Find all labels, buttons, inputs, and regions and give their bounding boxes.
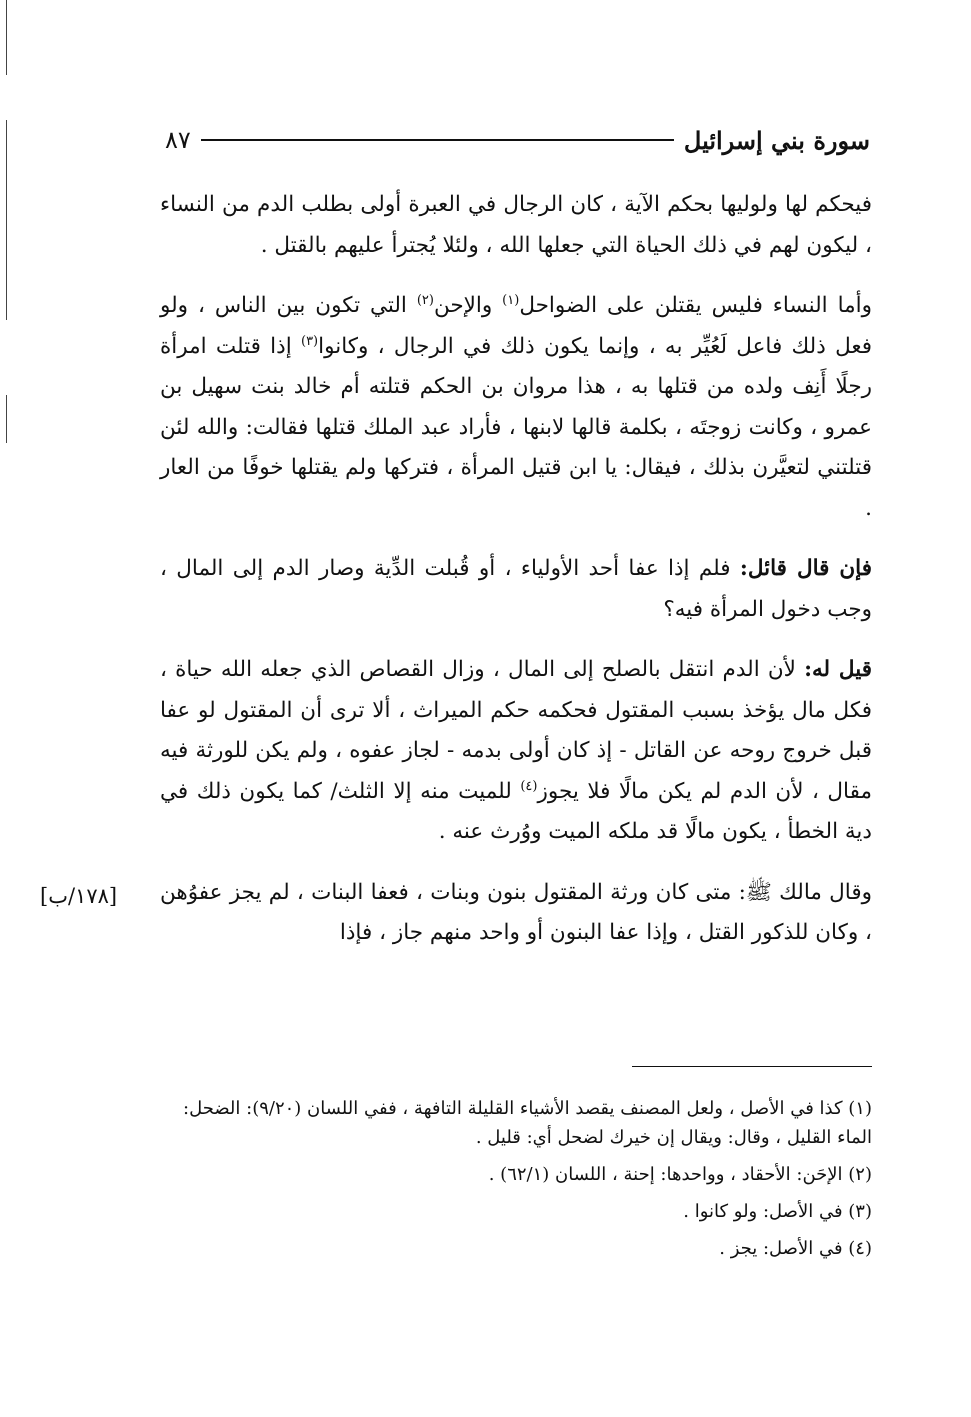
paragraph-1 [160,185,872,266]
left-margin-line-low [6,395,7,443]
page-number: ٨٧ [165,126,191,154]
paragraph-3 [160,549,872,630]
left-margin-line-top [6,0,7,75]
footnote-marker-3[interactable]: (٣) [300,333,319,349]
paragraph-text: للميت منه إلا الثلث/ كما يكون ذلك في دية الخطأ ، يكون مالًا قد ملكه الميت ووُرث عنه . [160,778,872,844]
running-title: سورة بني إسرائيل [683,125,870,155]
paragraph-text: لأن الدم انتقل بالصلح إلى المال ، وزال القصاص الذي جعله الله حياة ، فكل مال يؤخذ بسبب المقتول فحكمه حكم الميراث ، ألا ترى أن المقتول لو عفا قبل خروج روحه عن القاتل - إذ كان أولى بدمه - لجاز عفوه ، ولم يكن للورثة فيه مقال ، لأن الدم لم يكن مالًا فلا يجوز [160,657,872,804]
footnote-2: (٢) الإحَن: الأحقاد ، وواحدها: إحنة ، اللسان (٦٢/١) . [488,1164,872,1185]
paragraph-text: والإحن [433,293,503,318]
paragraph-text: إذا قتلت امرأة رجلًا أَنِف ولده من قتلها به ، هذا مروان بن الحكم قتلته أم خالد بنت سهيل بن عمرو ، وكانت زوجتَه ، بكلمة قالها لابنها ، فأراد عبد الملك قتلها فقالت: والله لئن قتلتني لتعيَّرن بذلك ، فيقال: يا ابن قتيل المرأة ، فتركها ولم يقتلها خوفًا من العار . [160,333,872,521]
footnote-3: (٣) في الأصل: ولو كانوا . [683,1201,872,1222]
paragraph-lead: قيل له: [804,657,872,682]
footnote-1: (١) كذا في الأصل ، ولعل المصنف يقصد الأشياء القليلة التافهة ، ففي اللسان (٩/٢٠): الضحل: الماء القليل ، وقال: ويقال إن خيرك لضحل أي: قليل . [183,1098,872,1148]
paragraph-text: وأما النساء فليس يقتلن على الضواحل [519,293,872,318]
footnote-4: (٤) في الأصل: يجز . [719,1238,872,1259]
page-header [165,120,870,160]
footnote-marker-4[interactable]: (٤) [520,778,538,794]
manuscript-folio-reference: [١٧٨/ب] [40,884,118,908]
footnotes [160,1094,872,1271]
footnote-separator [632,1066,872,1067]
paragraph-4 [160,650,872,853]
main-text [160,185,872,974]
paragraph-5 [160,873,872,954]
paragraph-text: فلم إذا عفا أحد الأولياء ، أو قُبلت الدِّية وصار الدم إلى المال ، وجب دخول المرأة فيه؟ [160,556,872,622]
footnote-marker-1[interactable]: (١) [502,292,520,308]
paragraph-lead: فإن قال قائل: [739,556,872,581]
header-rule [201,139,674,141]
paragraph-2 [160,286,872,529]
paragraph-text: التي تكون بين الناس ، ولو فعل ذلك فاعل لَعُيِّر به ، وإنما يكون ذلك في الرجال ، وكانوا [160,293,873,359]
footnote-marker-2[interactable]: (٢) [416,292,434,308]
left-margin-line-mid [6,120,7,320]
paragraph-text: فيحكم لها ولوليها بحكم الآية ، كان الرجال في العبرة أولى بطلب الدم من النساء ، ليكون لهم في ذلك الحياة التي جعلها الله ، ولئلا يُجترأ عليهم بالقتل . [160,192,872,258]
paragraph-text: وقال مالك ﷺ: متى كان ورثة المقتول بنون وبنات ، فعفا البنات ، لم يجز عفوُهن ، وكان للذكور القتل ، وإذا عفا البنون أو واحد منهم جاز ، فإذا [160,879,872,945]
